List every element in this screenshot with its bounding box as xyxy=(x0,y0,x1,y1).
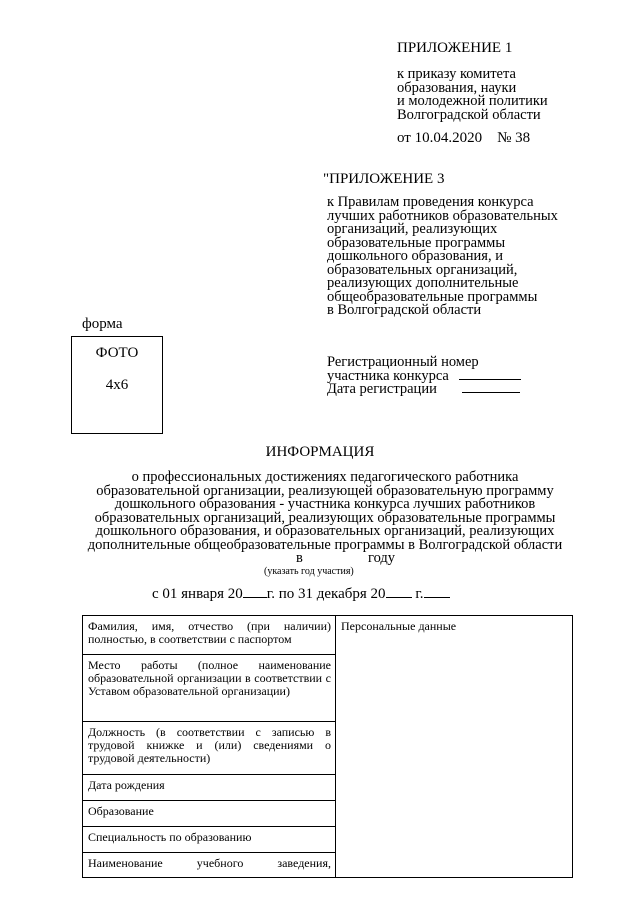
description-line: образовательной организации, реализующей образовательную программу xyxy=(96,482,554,499)
appendix3-line: образовательные программы xyxy=(327,234,506,251)
period-line xyxy=(152,587,450,602)
appendix3-line: реализующих дополнительные xyxy=(327,275,519,291)
period-trailing-blank[interactable] xyxy=(424,597,450,598)
row-label-specialty: Специальность по образованию xyxy=(83,827,336,853)
appendix1-date-number: от 10.04.2020 № 38 xyxy=(397,130,531,146)
description-line: дошкольного образования - участника конкурса лучших работников xyxy=(114,496,536,512)
appendix3-title: "ПРИЛОЖЕНИЕ 3 xyxy=(323,171,445,187)
appendix3-line: организаций, реализующих xyxy=(327,221,498,237)
row-label-workplace: Место работы (полное наименование образовательной организации в соответствии с Уставом образовательной организации) xyxy=(83,655,336,722)
row-label-education: Образование xyxy=(83,801,336,827)
year-word: году xyxy=(368,550,396,566)
registration-date-blank[interactable] xyxy=(462,392,520,393)
description-line: о профессиональных достижениях педагогического работника xyxy=(131,469,519,485)
registration-date-line xyxy=(327,383,521,397)
period-end: г. xyxy=(415,586,424,602)
description xyxy=(60,471,590,552)
appendix1-line: и молодежной политики xyxy=(397,93,548,109)
period-start-year-blank[interactable] xyxy=(243,597,267,598)
registration-number-blank[interactable] xyxy=(459,379,521,380)
year-in: в xyxy=(296,550,303,566)
appendix3-line: к Правилам проведения конкурса xyxy=(327,194,534,210)
appendix3-line: в Волгоградской области xyxy=(327,302,482,318)
row-label-institution: Наименование учебного заведения, xyxy=(83,853,336,878)
appendix1-reference xyxy=(397,68,548,122)
info-table xyxy=(82,615,573,878)
row-label-position: Должность (в соответствии с записью в трудовой книжке и (или) сведениями о трудовой деятельности) xyxy=(83,722,336,775)
appendix1-line: к приказу комитета xyxy=(397,66,516,82)
registration-number-label: Регистрационный номер xyxy=(327,354,479,370)
registration-participant-label: участника конкурса xyxy=(327,367,449,384)
appendix1-line: образования, науки xyxy=(397,79,517,96)
appendix3-reference xyxy=(327,196,558,318)
period-mid: г. по 31 декабря 20 xyxy=(266,586,386,602)
photo-box xyxy=(71,336,163,434)
row-label-birth-date: Дата рождения xyxy=(83,775,336,801)
appendix3-line: дошкольного образования, и xyxy=(327,248,503,264)
document-heading: ИНФОРМАЦИЯ xyxy=(265,444,375,460)
appendix1-line: Волгоградской области xyxy=(397,106,541,123)
period-from: с 01 января 20 xyxy=(152,586,243,602)
description-line: дошкольного образования, и образовательных организаций, реализующих xyxy=(95,523,555,539)
table-row xyxy=(83,616,573,655)
photo-label: ФОТО xyxy=(95,345,139,361)
appendix3-line: лучших работников образовательных xyxy=(327,207,558,224)
year-hint: (указать год участия) xyxy=(264,566,354,577)
personal-data-cell[interactable]: Персональные данные xyxy=(336,616,573,878)
appendix1-title: ПРИЛОЖЕНИЕ 1 xyxy=(397,40,513,56)
appendix3-line: общеобразовательные программы xyxy=(327,288,538,305)
registration-block xyxy=(327,356,521,397)
row-label-full-name: Фамилия, имя, отчество (при наличии) полностью, в соответствии с паспортом xyxy=(83,616,336,655)
registration-date-label: Дата регистрации xyxy=(327,381,437,397)
description-line: образовательных организаций, реализующих образовательные программы xyxy=(94,509,556,526)
appendix3-line: образовательных организаций, xyxy=(327,261,518,278)
photo-size: 4x6 xyxy=(105,377,129,393)
description-line: дополнительные общеобразовательные программы в Волгоградской области xyxy=(87,536,563,553)
form-label: форма xyxy=(82,316,123,332)
period-end-year-blank[interactable] xyxy=(386,597,412,598)
